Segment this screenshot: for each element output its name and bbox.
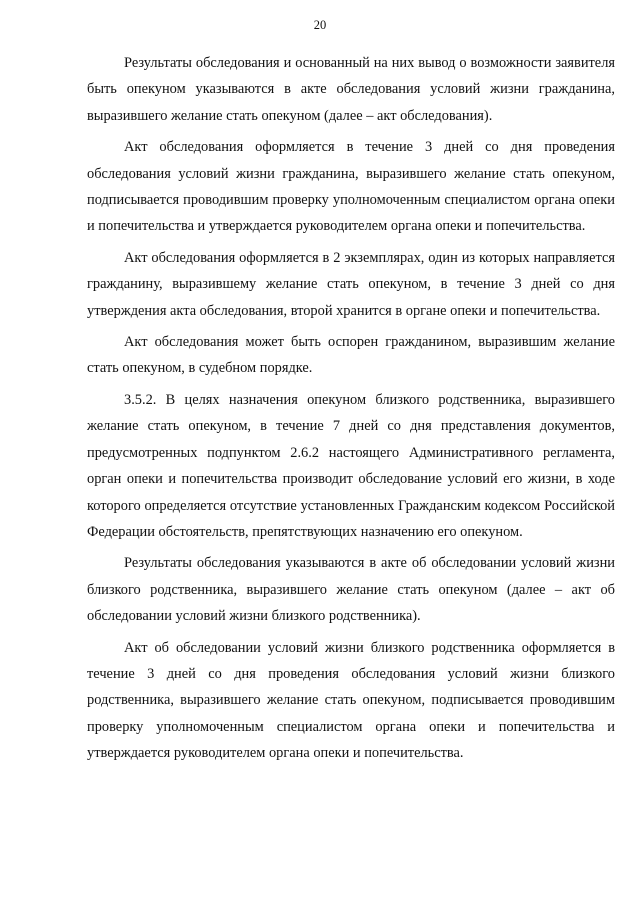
paragraph: 3.5.2. В целях назначения опекуном близкого родственника, выразившего желание стать опекуном, в течение 7 дней со дня представления документов, предусмотренных подпунктом 2.6.2 настоящего Административного регламента, орган опеки и попечительства производит обследование условий его жизни, в ходе которого определяется отсутствие установленных Гражданским кодексом Российской Федерации обстоятельств, препятствующих назначению его опекуном. [87, 391, 615, 540]
paragraph: Акт обследования может быть оспорен гражданином, выразившим желание стать опекуном, в судебном порядке. [87, 334, 615, 377]
paragraph: Акт об обследовании условий жизни близкого родственника оформляется в течение 3 дней со дня проведения обследования условий жизни близкого родственника, выразившего желание стать опекуном, подписывается проводившим проверку уполномоченным специалистом органа опеки и попечительства и утверждается руководителем органа опеки и попечительства. [87, 639, 615, 762]
paragraph: Результаты обследования и основанный на них вывод о возможности заявителя быть опекуном указываются в акте обследования условий жизни гражданина, выразившего желание стать опекуном (далее – акт обследования). [87, 55, 615, 124]
paragraph: Акт обследования оформляется в 2 экземплярах, один из которых направляется гражданину, выразившему желание стать опекуном, в течение 3 дней со дня утверждения акта обследования, второй хранится в органе опеки и попечительства. [87, 249, 615, 319]
paragraph: Результаты обследования указываются в акте об обследовании условий жизни близкого родственника, выразившего желание стать опекуном (далее – акт об обследовании условий жизни близкого родственника). [87, 555, 615, 625]
page-number: 20 [313, 18, 327, 32]
document-body [87, 50, 615, 772]
paragraph: Акт обследования оформляется в течение 3 дней со дня проведения обследования условий жизни гражданина, выразившего желание стать опекуном, подписывается проводившим проверку уполномоченным специалистом органа опеки и попечительства и утверждается руководителем органа опеки и попечительства. [87, 139, 615, 235]
